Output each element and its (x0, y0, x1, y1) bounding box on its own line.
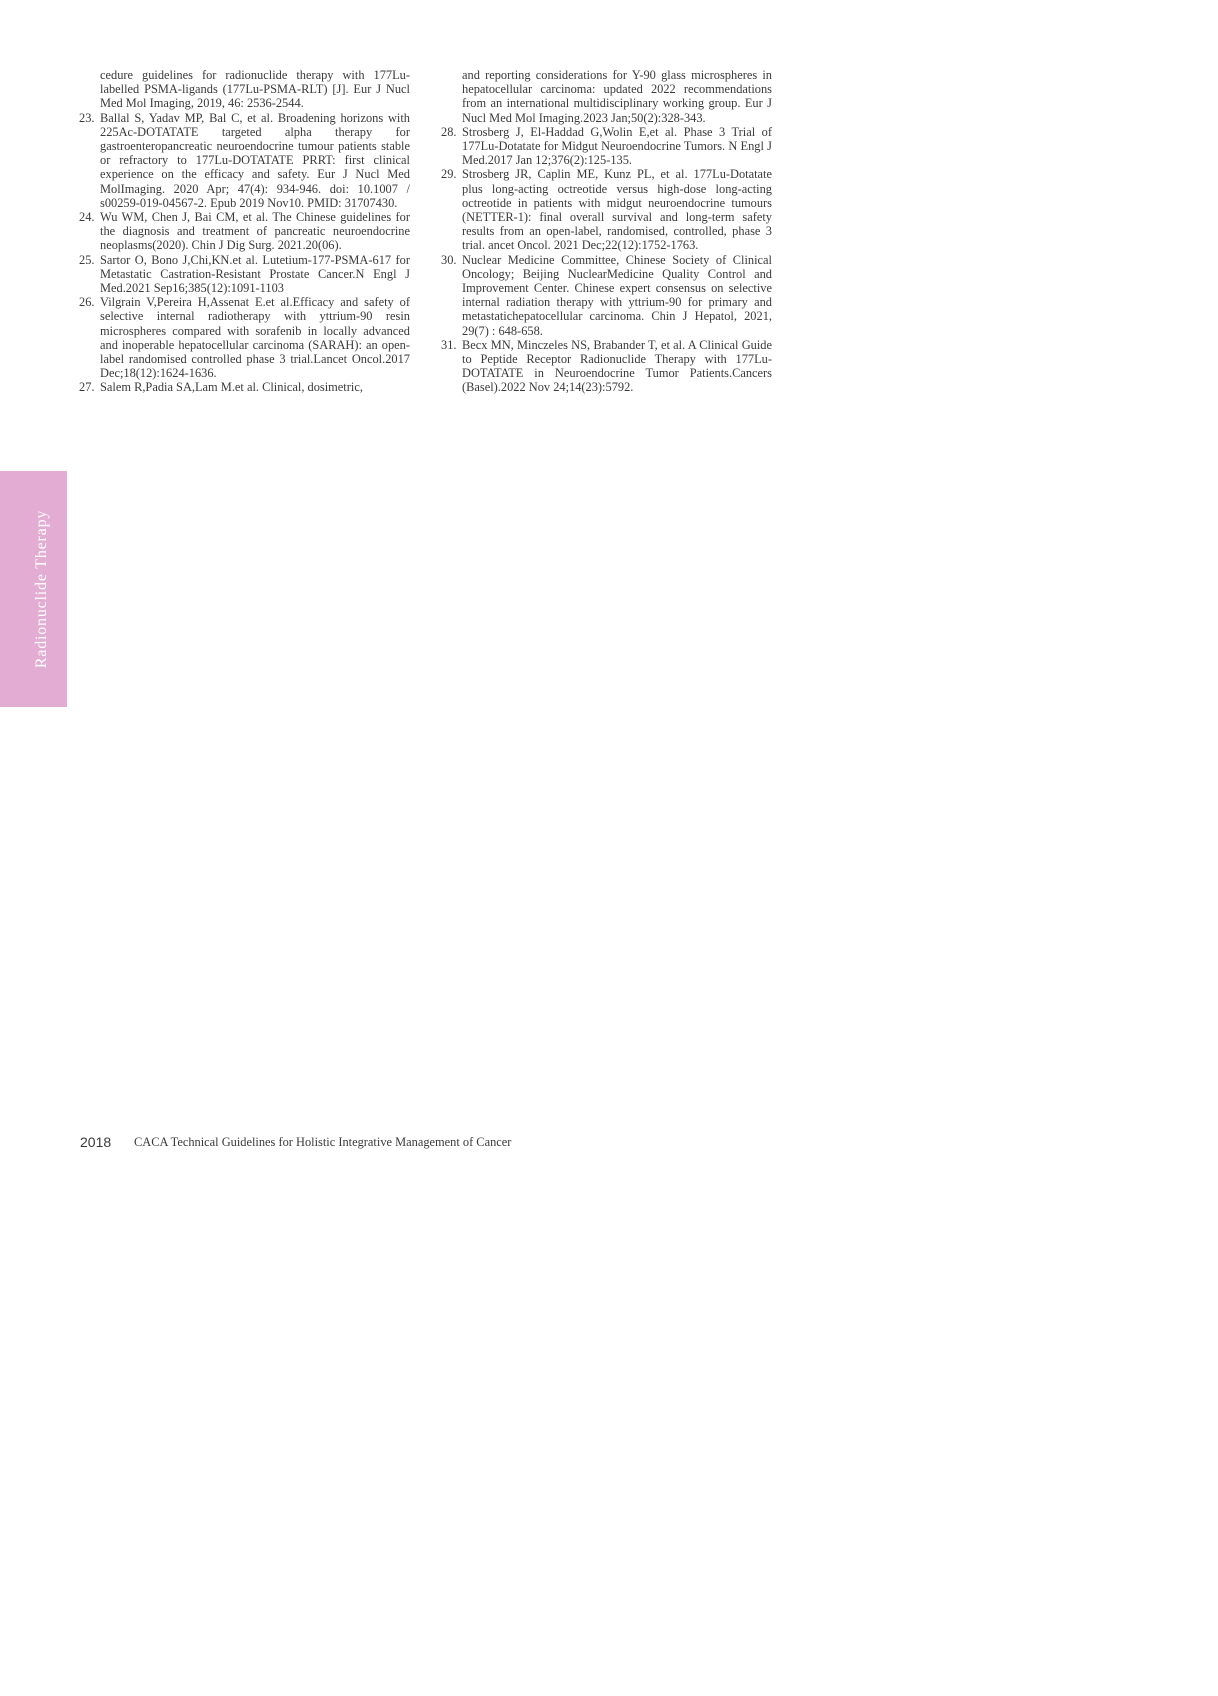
reference-text: Ballal S, Yadav MP, Bal C, et al. Broadening horizons with 225Ac-DOTATATE targeted alpha therapy for gastroenteropancreatic neuroendocrine tumour patients stable or refractory to 177Lu-DOTATATE PRRT: first clinical experience on the efficacy and safety. Eur J Nucl Med MolImaging. 2020 Apr; 47(4): 934-946. doi: 10.1007 / s00259-019-04567-2. Epub 2019 Nov10. PMID: 31707430. (100, 110, 410, 210)
reference-number: 27. (79, 380, 95, 395)
page-number: 2018 (80, 1134, 112, 1150)
references-left-column (79, 68, 410, 395)
reference-text: Strosberg J, El-Haddad G,Wolin E,et al. Phase 3 Trial of 177Lu-Dotatate for Midgut Neuroendocrine Tumors. N Engl J Med.2017 Jan 12;376(2):125-135. (462, 124, 772, 168)
reference-text: Vilgrain V,Pereira H,Assenat E.et al.Efficacy and safety of selective internal radiotherapy with yttrium-90 resin microspheres compared with sorafenib in locally advanced and inoperable hepatocellular carcinoma (SARAH): an open-label randomised controlled phase 3 trial.Lancet Oncol.2017 Dec;18(12):1624-1636. (100, 295, 410, 381)
reference-text: Nuclear Medicine Committee, Chinese Society of Clinical Oncology; Beijing NuclearMedicine Quality Control and Improvement Center. Chinese expert consensus on selective internal radiation therapy with yttrium-90 for primary and metastatichepatocellular carcinoma. Chin J Hepatol, 2021, 29(7) : 648-658. (462, 252, 772, 338)
reference-text: Strosberg JR, Caplin ME, Kunz PL, et al. 177Lu-Dotatate plus long-acting octreotide versus high-dose long-acting octreotide in patients with midgut neuroendocrine tumours (NETTER-1): final overall survival and long-term safety results from an open-label, randomised, controlled, phase 3 trial. ancet Oncol. 2021 Dec;22(12):1752-1763. (462, 167, 772, 253)
references-right-column (441, 68, 772, 395)
reference-text: Becx MN, Minczeles NS, Brabander T, et al. A Clinical Guide to Peptide Receptor Radionuclide Therapy with 177Lu-DOTATATE in Neuroendocrine Tumor Patients.Cancers (Basel).2022 Nov 24;14(23):5792. (462, 337, 772, 395)
chapter-side-tab-label: Radionuclide Therapy (33, 509, 50, 669)
reference-number: 24. (79, 210, 95, 225)
reference-number: 29. (441, 167, 457, 182)
reference-number: 26. (79, 295, 95, 310)
reference-item (79, 295, 410, 380)
reference-text: Salem R,Padia SA,Lam M.et al. Clinical, dosimetric, (100, 380, 363, 395)
reference-number: 28. (441, 124, 457, 139)
reference-item (79, 210, 410, 253)
reference-item (79, 380, 410, 394)
reference-item (441, 125, 772, 168)
reference-text: and reporting considerations for Y-90 glass microspheres in hepatocellular carcinoma: updated 2022 recommendations from an international multidisciplinary working group. Eur J Nucl Med Mol Imaging.2023 Jan;50(2):328-343. (462, 68, 772, 125)
reference-number: 30. (441, 252, 457, 267)
reference-item (79, 111, 410, 210)
reference-number: 23. (79, 110, 95, 125)
reference-item (79, 253, 410, 296)
reference-item (441, 167, 772, 252)
reference-item (441, 338, 772, 395)
reference-number: 25. (79, 252, 95, 267)
running-footer-title: CACA Technical Guidelines for Holistic Integrative Management of Cancer (134, 1135, 512, 1149)
reference-text: Sartor O, Bono J,Chi,KN.et al. Lutetium-177-PSMA-617 for Metastatic Castration-Resistant Prostate Cancer.N Engl J Med.2021 Sep16;385(12):1091-1103 (100, 252, 410, 296)
reference-text: cedure guidelines for radionuclide therapy with 177Lu-labelled PSMA-ligands (177Lu-PSMA-RLT) [J]. Eur J Nucl Med Mol Imaging, 2019, 46: 2536-2544. (100, 68, 410, 111)
reference-item (441, 253, 772, 338)
reference-number: 31. (441, 337, 457, 352)
reference-item (79, 68, 410, 111)
reference-item (441, 68, 772, 125)
reference-text: Wu WM, Chen J, Bai CM, et al. The Chinese guidelines for the diagnosis and treatment of pancreatic neuroendocrine neoplasms(2020). Chin J Dig Surg. 2021.20(06). (100, 210, 410, 253)
